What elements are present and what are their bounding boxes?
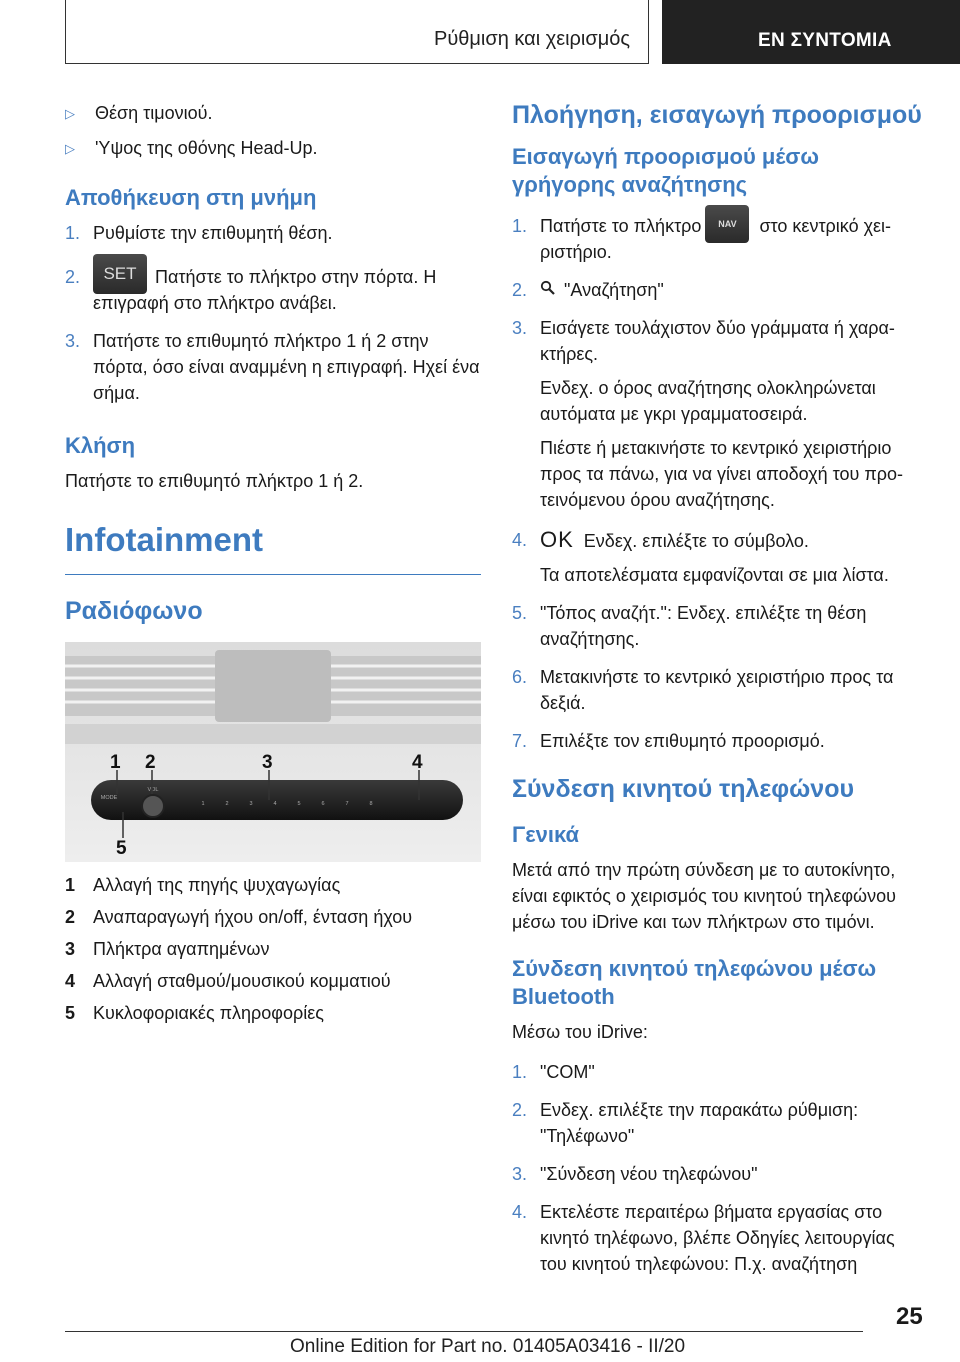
nav-step: 3. Εισάγετε τουλάχιστον δύο γράμματα ή χαρα-κτήρες. — [512, 318, 895, 364]
set-key-icon: SET — [93, 254, 147, 294]
bt-step: 3. "Σύνδεση νέου τηλεφώνου" — [512, 1164, 758, 1184]
legend-item: 1 Αλλαγή της πηγής ψυχαγωγίας — [65, 875, 341, 895]
bt-step: 1. "COM" — [512, 1062, 595, 1082]
triangle-bullet-icon: ▷ — [65, 141, 75, 156]
recall-text: Πατήστε το επιθυμητό πλήκτρο 1 ή 2. — [65, 471, 364, 491]
nav-key-icon: NAV — [705, 205, 749, 243]
svg-text:1: 1 — [110, 752, 121, 773]
bt-step: 4. Εκτελέστε περαιτέρω βήματα εργασίας στο κινητό τηλέφωνο, βλέπε Οδηγίες λειτουργίας του κινητού τηλεφώνου: Π.χ. αναζήτηση — [512, 1202, 895, 1274]
subheading-quick-search: Εισαγωγή προορισμού μέσω γρήγορης αναζήτησης — [512, 144, 819, 197]
nav-step: 4. OK Ενδεχ. επιλέξτε το σύμβολο. — [512, 527, 809, 552]
section-heading-navigation: Πλοήγηση, εισαγωγή προορισμού — [512, 101, 922, 129]
legend-item: 4 Αλλαγή σταθμού/μουσικού κομματιού — [65, 971, 391, 991]
svg-text:6: 6 — [321, 801, 325, 807]
nav-note: Τα αποτελέσματα εμφανίζονται σε μια λίστα. — [540, 565, 889, 585]
header-chapter-label: ΕΝ ΣΥΝΤΟΜΙΑ — [758, 30, 892, 51]
legend-item: 3 Πλήκτρα αγαπημένων — [65, 939, 270, 959]
nav-note: Πιέστε ή μετακινήστε το κεντρικό χειριστήριο προς τα πάνω, για να γίνει αποδοχή του προ-τεινόμενου όρου αναζήτησης. — [540, 438, 904, 510]
search-icon — [540, 277, 556, 303]
section-heading-memory: Αποθήκευση στη μνήμη — [65, 185, 317, 210]
general-text: Μετά από την πρώτη σύνδεση με το αυτοκίνητο, είναι εφικτός ο χειρισμός του κινητού τηλεφώνου μέσω του iDrive και των πλήκτρων στο τιμόνι. — [512, 860, 896, 932]
header-section-title: Ρύθμιση και χειρισμός — [433, 28, 630, 50]
svg-text:4: 4 — [412, 752, 423, 773]
bullet-item: ▷ Θέση τιμονιού. — [65, 100, 481, 127]
svg-text:MODE: MODE — [100, 795, 118, 801]
left-column — [65, 100, 481, 1032]
nav-note: Ενδεχ. ο όρος αναζήτησης ολοκληρώνεται αυτόματα με γκρι γραμματοσειρά. — [540, 378, 876, 424]
svg-text:5: 5 — [116, 838, 127, 859]
memory-step: 1. Ρυθμίστε την επιθυμητή θέση. — [65, 223, 333, 243]
triangle-bullet-icon: ▷ — [65, 106, 75, 121]
svg-text:2: 2 — [145, 752, 156, 773]
nav-step: 6. Μετακινήστε το κεντρικό χειριστήριο προς τα δεξιά. — [512, 667, 894, 713]
radio-panel-photo — [65, 642, 481, 862]
nav-step: 5. "Τόπος αναζήτ.": Ενδεχ. επιλέξτε τη θέση αναζήτησης. — [512, 603, 867, 649]
svg-text:VOL: VOL — [147, 787, 159, 793]
svg-text:8: 8 — [369, 801, 373, 807]
section-heading-recall: Κλήση — [65, 433, 136, 458]
header-section-box — [65, 0, 649, 64]
svg-text:2: 2 — [225, 801, 229, 807]
memory-step: 2. SET Πατήστε το πλήκτρο στην πόρτα. Η επιγραφή στο πλήκτρο ανάβει. — [65, 264, 481, 316]
legend-item: 5 Κυκλοφοριακές πληροφορίες — [65, 1003, 324, 1023]
svg-text:5: 5 — [297, 801, 301, 807]
svg-text:7: 7 — [345, 801, 349, 807]
subheading-general: Γενικά — [512, 822, 580, 847]
section-heading-phone: Σύνδεση κινητού τηλεφώνου — [512, 775, 855, 803]
ok-icon: OK — [540, 527, 574, 552]
page-number: 25 — [896, 1303, 923, 1330]
subheading-bluetooth: Σύνδεση κινητού τηλεφώνου μέσω Bluetooth — [512, 956, 877, 1009]
nav-step: 7. Επιλέξτε τον επιθυμητό προορισμό. — [512, 731, 825, 751]
bullet-item: ▷ 'Υψος της οθόνης Head-Up. — [65, 135, 481, 162]
bt-step: 2. Ενδεχ. επιλέξτε την παρακάτω ρύθμιση: "Τηλέφωνο" — [512, 1100, 859, 1146]
legend-item: 2 Αναπαραγωγή ήχου on/off, ένταση ήχου — [65, 907, 413, 927]
svg-text:3: 3 — [249, 801, 253, 807]
memory-step: 3. Πατήστε το επιθυμητό πλήκτρο 1 ή 2 στην πόρτα, όσο είναι αναμμένη η επιγραφή. Ηχεί ένα σήμα. — [65, 331, 480, 403]
bluetooth-intro: Μέσω του iDrive: — [512, 1022, 648, 1042]
svg-text:1: 1 — [201, 801, 205, 807]
nav-step: 1. Πατήστε το πλήκτρο NAV στο κεντρικό χει-ριστήριο. — [512, 213, 924, 265]
footer-divider — [65, 1331, 863, 1332]
svg-text:4: 4 — [273, 801, 277, 807]
nav-step: 2. "Αναζήτηση" — [512, 277, 924, 303]
footer-edition: Online Edition for Part no. 01405A03416 - II/20 — [290, 1336, 686, 1357]
header-chapter-tab — [662, 0, 960, 64]
chapter-heading-infotainment: Infotainment — [65, 520, 481, 575]
section-heading-radio: Ραδιόφωνο — [65, 597, 203, 625]
svg-text:3: 3 — [262, 752, 273, 773]
right-column — [512, 100, 924, 1289]
